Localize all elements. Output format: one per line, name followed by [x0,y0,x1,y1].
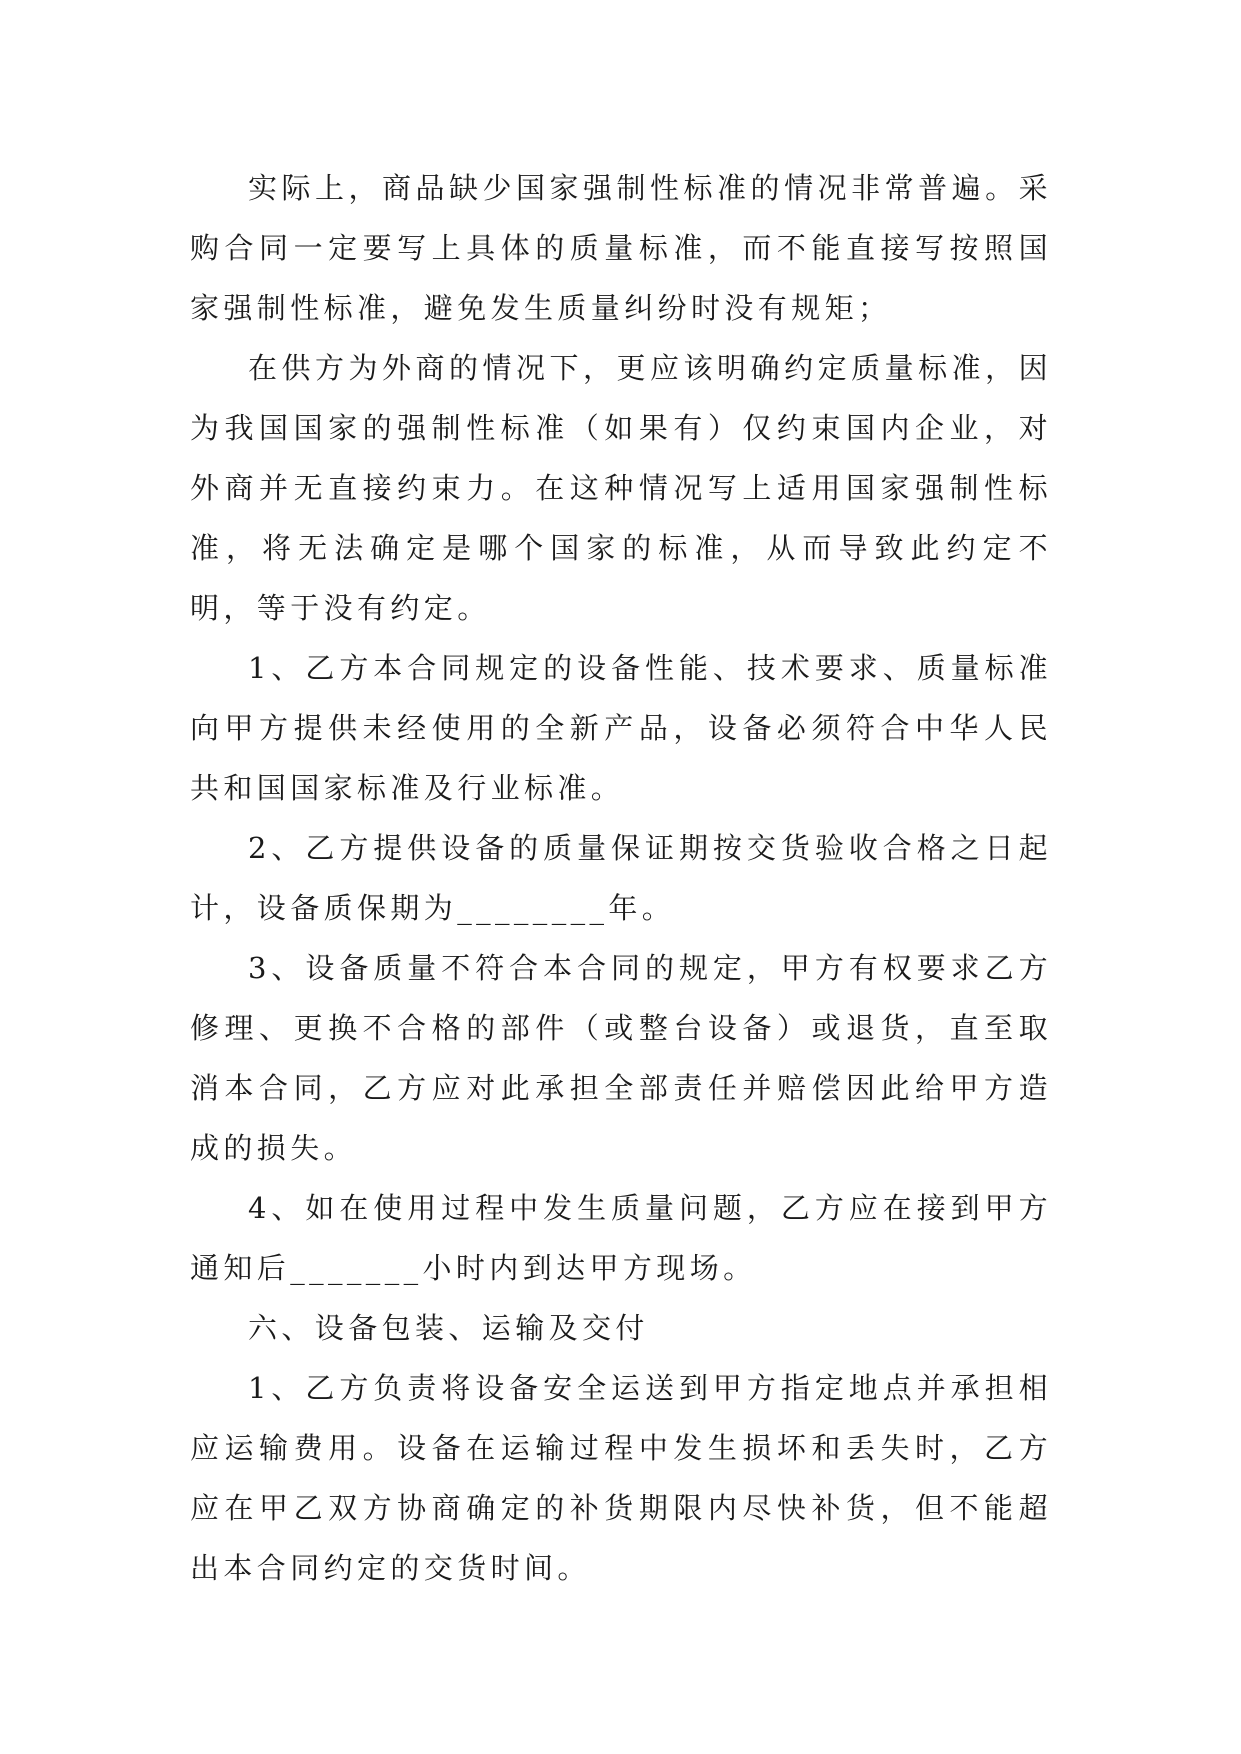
clause-3-nonconformity: 3、设备质量不符合本合同的规定，甲方有权要求乙方修理、更换不合格的部件（或整台设备）或退货，直至取消本合同，乙方应对此承担全部责任并赔偿因此给甲方造成的损失。 [190,951,1052,1165]
paragraph-foreign-supplier: 在供方为外商的情况下，更应该明确约定质量标准，因为我国国家的强制性标准（如果有）仅约束国内企业，对外商并无直接约束力。在这种情况写上适用国家强制性标准，将无法确定是哪个国家的标准，从而导致此约定不明，等于没有约定。 [190,351,1052,625]
clause-2-warranty-period: 2、乙方提供设备的质量保证期按交货验收合格之日起计，设备质保期为________年。 [190,831,1052,925]
clause-1-new-products: 1、乙方本合同规定的设备性能、技术要求、质量标准向甲方提供未经使用的全新产品，设备必须符合中华人民共和国国家标准及行业标准。 [190,651,1052,805]
paragraph-standards-intro: 实际上，商品缺少国家强制性标准的情况非常普遍。采购合同一定要写上具体的质量标准，而不能直接写按照国家强制性标准，避免发生质量纠纷时没有规矩； [190,171,1052,325]
clause-1-transport: 1、乙方负责将设备安全运送到甲方指定地点并承担相应运输费用。设备在运输过程中发生损坏和丢失时，乙方应在甲乙双方协商确定的补货期限内尽快补货，但不能超出本合同约定的交货时间。 [190,1371,1052,1585]
section-heading-packaging: 六、设备包装、运输及交付 [248,1311,649,1345]
clause-4-response-time: 4、如在使用过程中发生质量问题，乙方应在接到甲方通知后_______小时内到达甲方现场。 [190,1191,1052,1285]
document-body [190,158,1052,1598]
